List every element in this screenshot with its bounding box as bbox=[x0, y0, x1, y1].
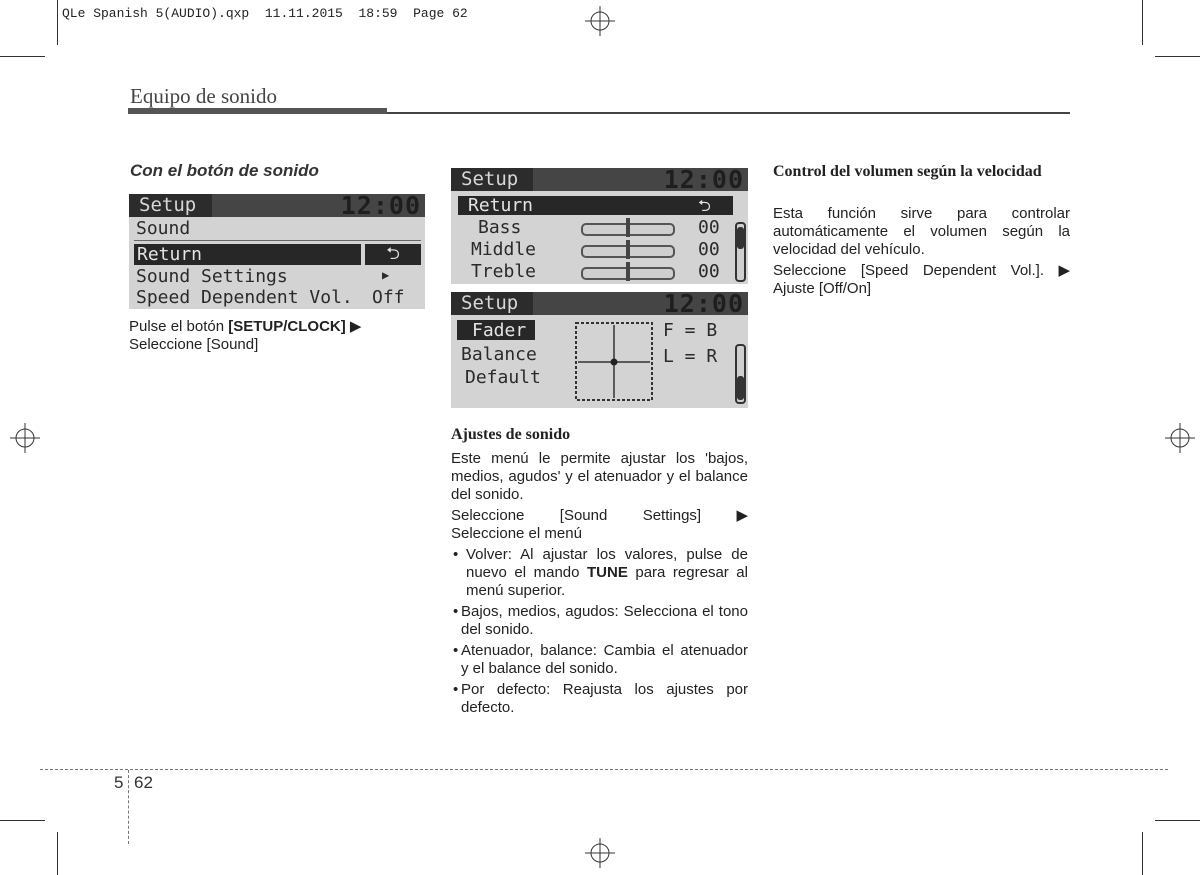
bullet-text: Volver: Al ajustar los valores, pulse de nuevo el mando bbox=[466, 546, 748, 581]
scroll-thumb[interactable] bbox=[737, 227, 744, 249]
paragraph: Este menú le permite ajustar los 'bajos, medios, agudos' y el atenuador y el balance del sonido. bbox=[451, 450, 748, 503]
paragraph: Seleccione el menú bbox=[451, 525, 582, 542]
instruction-part: Pulse el botón bbox=[129, 318, 229, 335]
treble-slider[interactable] bbox=[581, 267, 675, 280]
registration-mark-icon bbox=[585, 838, 615, 868]
section-body bbox=[773, 205, 1070, 298]
crop-mark bbox=[0, 820, 45, 821]
crop-mark bbox=[57, 0, 58, 45]
slug-time: 18:59 bbox=[358, 6, 398, 21]
scroll-thumb[interactable] bbox=[737, 376, 744, 400]
eq-label-bass: Bass bbox=[478, 217, 522, 238]
lcd-title-bar bbox=[451, 289, 748, 318]
slug-date: 11.11.2015 bbox=[264, 6, 343, 21]
eq-value-treble: 00 bbox=[698, 261, 720, 282]
slider-knob[interactable] bbox=[626, 262, 630, 281]
slug-file: QLe Spanish 5(AUDIO).qxp bbox=[62, 6, 250, 21]
return-arrow-icon: ⮌ bbox=[698, 196, 711, 215]
eq-value-bass: 00 bbox=[698, 217, 720, 238]
middle-slider[interactable] bbox=[581, 245, 675, 258]
lcd-clock: 12:00 bbox=[340, 191, 421, 220]
lcd-clock: 12:00 bbox=[663, 165, 744, 194]
list-item: • Atenuador, balance: Cambia el atenuador y el balance del sonido. bbox=[451, 642, 748, 678]
registration-mark-icon bbox=[1165, 423, 1195, 453]
fader-balance-grid[interactable] bbox=[575, 322, 653, 402]
crop-mark bbox=[0, 56, 45, 57]
lcd-title: Setup bbox=[129, 194, 212, 217]
section-heading: Control del volumen según la velocidad bbox=[773, 163, 1042, 180]
lcd-title-bar bbox=[129, 191, 425, 220]
menu-item-default[interactable]: Default bbox=[465, 367, 541, 388]
balance-value: L = R bbox=[663, 346, 718, 367]
slider-knob[interactable] bbox=[626, 218, 630, 237]
bullet-list bbox=[451, 546, 748, 717]
section-heading: Con el botón de sonido bbox=[130, 161, 319, 180]
scrollbar[interactable] bbox=[735, 344, 746, 404]
registration-mark-icon bbox=[585, 6, 615, 36]
crop-mark bbox=[1155, 820, 1200, 821]
lcd-clock: 12:00 bbox=[663, 289, 744, 318]
lcd-screen-sound bbox=[129, 191, 425, 309]
lcd-title-bar bbox=[451, 165, 748, 194]
instruction-text bbox=[129, 318, 425, 354]
paragraph: Seleccione [Speed Dependent Vol.]. ▶ Ajuste [Off/On] bbox=[773, 262, 1070, 297]
bullet-text: para regresar al menú superior. bbox=[466, 564, 748, 599]
right-triangle-icon: ▶ bbox=[382, 268, 390, 282]
registration-mark-icon bbox=[10, 423, 40, 453]
instruction-part: Seleccione [Sound] bbox=[129, 336, 259, 353]
header-rule-thin bbox=[387, 112, 1070, 114]
eq-label-treble: Treble bbox=[471, 261, 537, 282]
footer-rule bbox=[40, 769, 1168, 770]
header-rule-thick bbox=[128, 108, 387, 114]
crop-mark bbox=[57, 832, 58, 875]
arrow-icon: ▶ bbox=[349, 318, 362, 335]
instruction-button-name: [SETUP/CLOCK] bbox=[228, 318, 346, 335]
scrollbar[interactable] bbox=[735, 222, 746, 282]
paragraph: Seleccione [Sound Settings] ▶ bbox=[451, 507, 748, 524]
lcd-row-return-highlight[interactable] bbox=[458, 196, 733, 215]
menu-item-balance[interactable]: Balance bbox=[461, 344, 537, 365]
bullet-bold-text: TUNE bbox=[587, 564, 628, 581]
eq-label-middle: Middle bbox=[471, 239, 537, 260]
slider-knob[interactable] bbox=[626, 240, 630, 259]
section-number: 5 bbox=[114, 773, 124, 792]
chapter-title: Equipo de sonido bbox=[130, 84, 277, 108]
lcd-speed-vol-value: Off bbox=[372, 287, 405, 308]
return-arrow-icon[interactable]: ⮌ bbox=[365, 244, 421, 265]
list-item bbox=[451, 546, 748, 600]
fader-item-highlight[interactable] bbox=[457, 320, 535, 340]
footer-divider bbox=[128, 770, 129, 844]
lcd-row-return: Return bbox=[468, 195, 534, 216]
section-heading: Ajustes de sonido bbox=[451, 426, 571, 443]
slug-page: Page 62 bbox=[413, 6, 468, 21]
lcd-row-return: Return bbox=[137, 244, 203, 265]
eq-value-middle: 00 bbox=[698, 239, 720, 260]
lcd-row-sound: Sound bbox=[136, 218, 191, 239]
list-item: • Por defecto: Reajusta los ajustes por defecto. bbox=[451, 681, 748, 717]
menu-item-fader: Fader bbox=[472, 320, 527, 341]
section-body bbox=[451, 450, 748, 720]
crop-mark bbox=[1142, 0, 1143, 45]
lcd-screen-eq bbox=[451, 165, 748, 284]
bass-slider[interactable] bbox=[581, 223, 675, 236]
crop-mark bbox=[1142, 832, 1143, 875]
page-number: 62 bbox=[134, 773, 153, 792]
lcd-title: Setup bbox=[451, 292, 533, 315]
lcd-screen-fader bbox=[451, 289, 748, 408]
print-slug bbox=[62, 6, 468, 21]
lcd-row-speed-vol: Speed Dependent Vol. bbox=[136, 287, 353, 308]
list-item: • Bajos, medios, agudos: Selecciona el tono del sonido. bbox=[451, 603, 748, 639]
lcd-title: Setup bbox=[451, 168, 533, 191]
paragraph: Esta función sirve para controlar automáticamente el volumen según la velocidad del vehículo. bbox=[773, 205, 1070, 258]
lcd-divider bbox=[134, 240, 421, 241]
lcd-row-return-highlight[interactable] bbox=[134, 244, 361, 265]
lcd-row-sound-settings: Sound Settings bbox=[136, 266, 288, 287]
fader-value: F = B bbox=[663, 320, 718, 341]
crop-mark bbox=[1155, 56, 1200, 57]
